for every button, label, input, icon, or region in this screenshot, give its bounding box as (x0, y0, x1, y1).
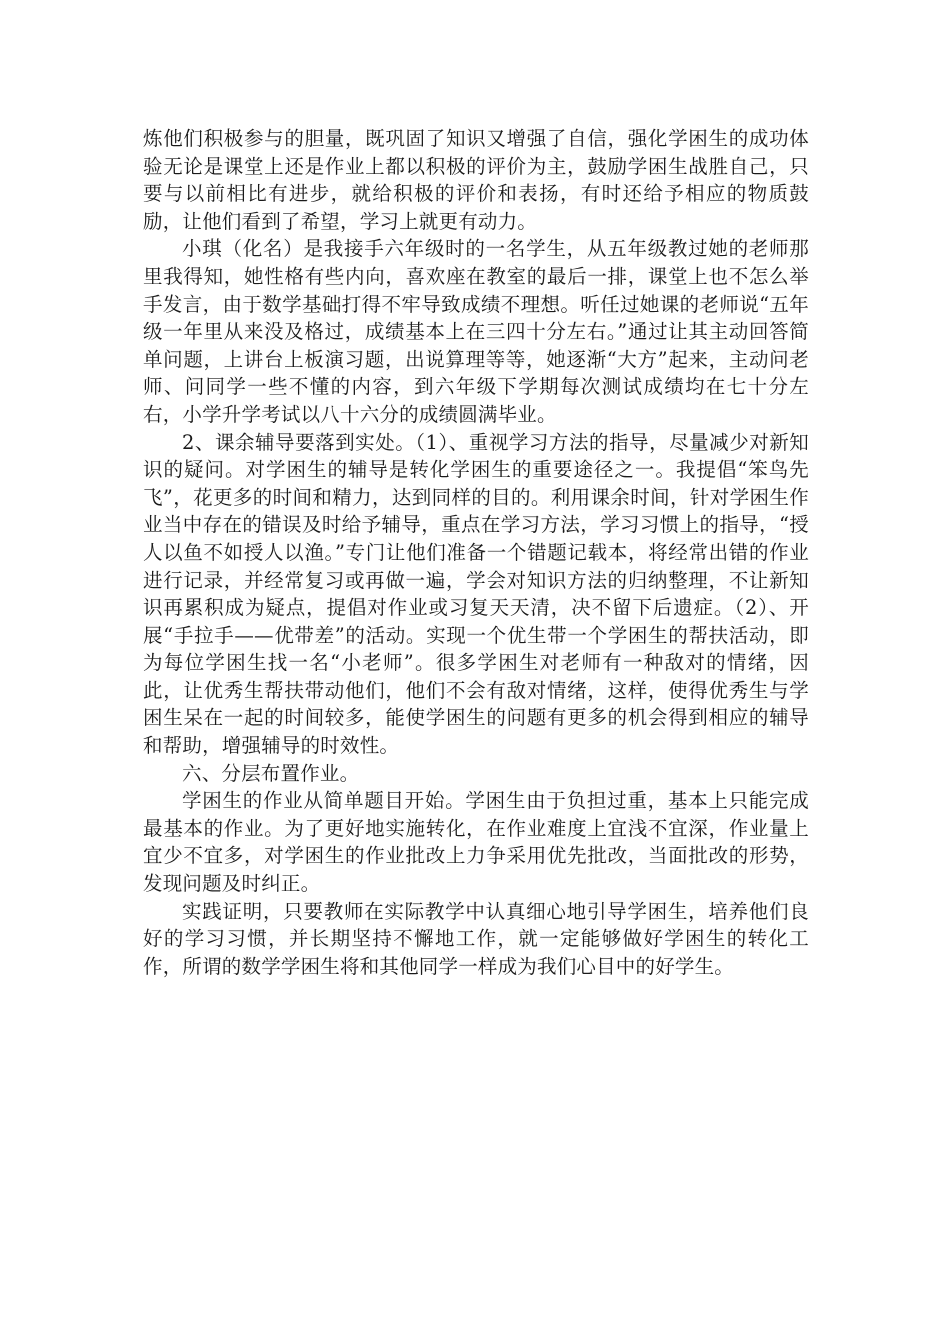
document-body (143, 125, 809, 980)
paragraph-2: 小琪（化名）是我接手六年级时的一名学生，从五年级教过她的老师那里我得知，她性格有些内向，喜欢座在教室的最后一排，课堂上也不怎么举手发言，由于数学基础打得不牢导致成绩不理想。听任过她课的老师说“五年级一年里从来没及格过，成绩基本上在三四十分左右。”通过让其主动回答简单问题，上讲台上板演习题，出说算理等等，她逐渐“大方”起来，主动问老师、问同学一些不懂的内容，到六年级下学期每次测试成绩均在七十分左右，小学升学考试以八十六分的成绩圆满毕业。 (143, 237, 809, 426)
paragraph-3: 2、课余辅导要落到实处。（1）、重视学习方法的指导，尽量减少对新知识的疑问。对学困生的辅导是转化学困生的重要途径之一。我提倡“笨鸟先飞”，花更多的时间和精力，达到同样的目的。利用课余时间，针对学困生作业当中存在的错误及时给予辅导，重点在学习方法，学习习惯上的指导，“授人以鱼不如授人以渔。”专门让他们准备一个错题记载本，将经常出错的作业进行记录，并经常复习或再做一遍，学会对知识方法的归纳整理，不让新知识再累积成为疑点，提倡对作业或习复天天清，决不留下后遗症。（2）、开展“手拉手——优带差”的活动。实现一个优生带一个学困生的帮扶活动，即为每位学困生找一名“小老师”。很多学困生对老师有一种敌对的情绪，因此，让优秀生帮扶带动他们，他们不会有敌对情绪，这样，使得优秀生与学困生呆在一起的时间较多，能使学困生的问题有更多的机会得到相应的辅导和帮助，增强辅导的时效性。 (143, 430, 809, 758)
paragraph-1: 炼他们积极参与的胆量，既巩固了知识又增强了自信，强化学困生的成功体验无论是课堂上还是作业上都以积极的评价为主，鼓励学困生战胜自己，只要与以前相比有进步，就给积极的评价和表扬，有时还给予相应的物质鼓励，让他们看到了希望，学习上就更有动力。 (143, 127, 809, 233)
section-heading: 六、分层布置作业。 (182, 761, 360, 785)
paragraph-4: 学困生的作业从简单题目开始。学困生由于负担过重，基本上只能完成最基本的作业。为了更好地实施转化，在作业难度上宜浅不宜深，作业量上宜少不宜多，对学困生的作业批改上力争采用优先批改，当面批改的形势，发现问题及时纠正。 (143, 789, 809, 896)
paragraph-5: 实践证明，只要教师在实际教学中认真细心地引导学困生，培养他们良好的学习习惯，并长期坚持不懈地工作，就一定能够做好学困生的转化工作，所谓的数学学困生将和其他同学一样成为我们心目中的好学生。 (143, 899, 809, 978)
